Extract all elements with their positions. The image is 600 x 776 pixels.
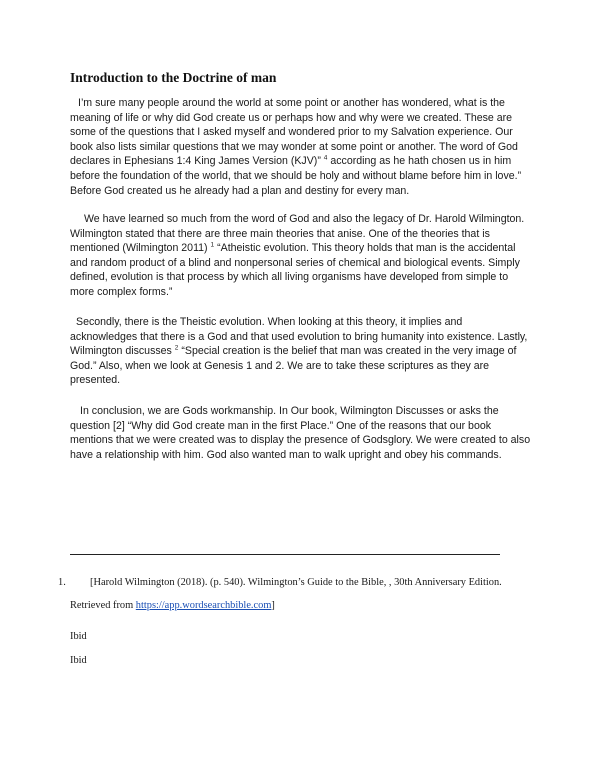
paragraph-text: “Special creation is the belief that man was created in the very image of God.” Also, when we look at Genesis 1 and 2. We are to take these scriptures as they are presented. (70, 345, 517, 387)
paragraph-text: I’m sure many people around the world at some point or another has wondered, what is the meaning of life or why did God create us or perhaps how and why were we created. These are some of the questions that I asked myself and wondered prior to my Salvation experience. Our book also lists similar questions that we may wonder at some point or another. The word of God declares in Ephesians 1:4 King James Version (KJV)” (70, 97, 518, 168)
paragraph-text: In conclusion, we are Gods workmanship. In Our book, Wilmington Discusses or asks the question [2] “Why did God create man in the first Place.” One of the reasons that our book mentions that we were created was to display the presence of Godsglory. We were created to also have a relationship with him. God also wanted man to walk upright and obey his commands. (70, 405, 531, 461)
paragraph-text: “Atheistic evolution. This theory holds that man is the accidental and random product of a blind and nonpersonal series of chemical and biological events. Simply defined, evolution is that process by which all living organisms have developed from simple to more complex forms.” (70, 242, 520, 298)
retrieved-suffix: ] (271, 600, 275, 611)
footnote-ref: 4 (323, 154, 328, 162)
paragraph-theistic-evolution (70, 315, 532, 388)
paragraph-text: Secondly, there is the Theistic evolution. When looking at this theory, it implies and acknowledges that there is a God and that used evolution to bring humanity into existence. Lastly, Wilmington discusses (70, 316, 528, 358)
footnote-ref: 2 (174, 344, 179, 352)
paragraph-intro (70, 96, 532, 198)
footnote-ibid: Ibid (70, 655, 87, 666)
source-link[interactable]: https://app.wordsearchbible.com (135, 600, 272, 611)
footnote-citation: [Harold Wilmington (2018). (p. 540). Wilmington’s Guide to the Bible, , 30th Anniversary Edition. (90, 577, 502, 588)
footnote-ibid: Ibid (70, 631, 87, 642)
paragraph-atheistic-evolution (70, 212, 532, 300)
footnote-ref: 1 (210, 241, 215, 249)
paragraph-conclusion (70, 404, 532, 462)
footnote-number: 1. (58, 577, 66, 588)
retrieved-prefix: Retrieved from (70, 600, 136, 611)
paragraph-text: We have learned so much from the word of God and also the legacy of Dr. Harold Wilmington. Wilmington stated that there are three main theories that anise. One of the theories that is mentioned (Wilmington 2011) (70, 213, 525, 255)
document-title: Introduction to the Doctrine of man (70, 70, 277, 85)
paragraph-text: according as he hath chosen us in him before the foundation of the world, that we should be holy and without blame before him in love.” Before God created us he already had a plan and destiny for every man. (70, 155, 522, 197)
footnote-separator (70, 554, 500, 555)
footnote-retrieved (70, 599, 275, 612)
